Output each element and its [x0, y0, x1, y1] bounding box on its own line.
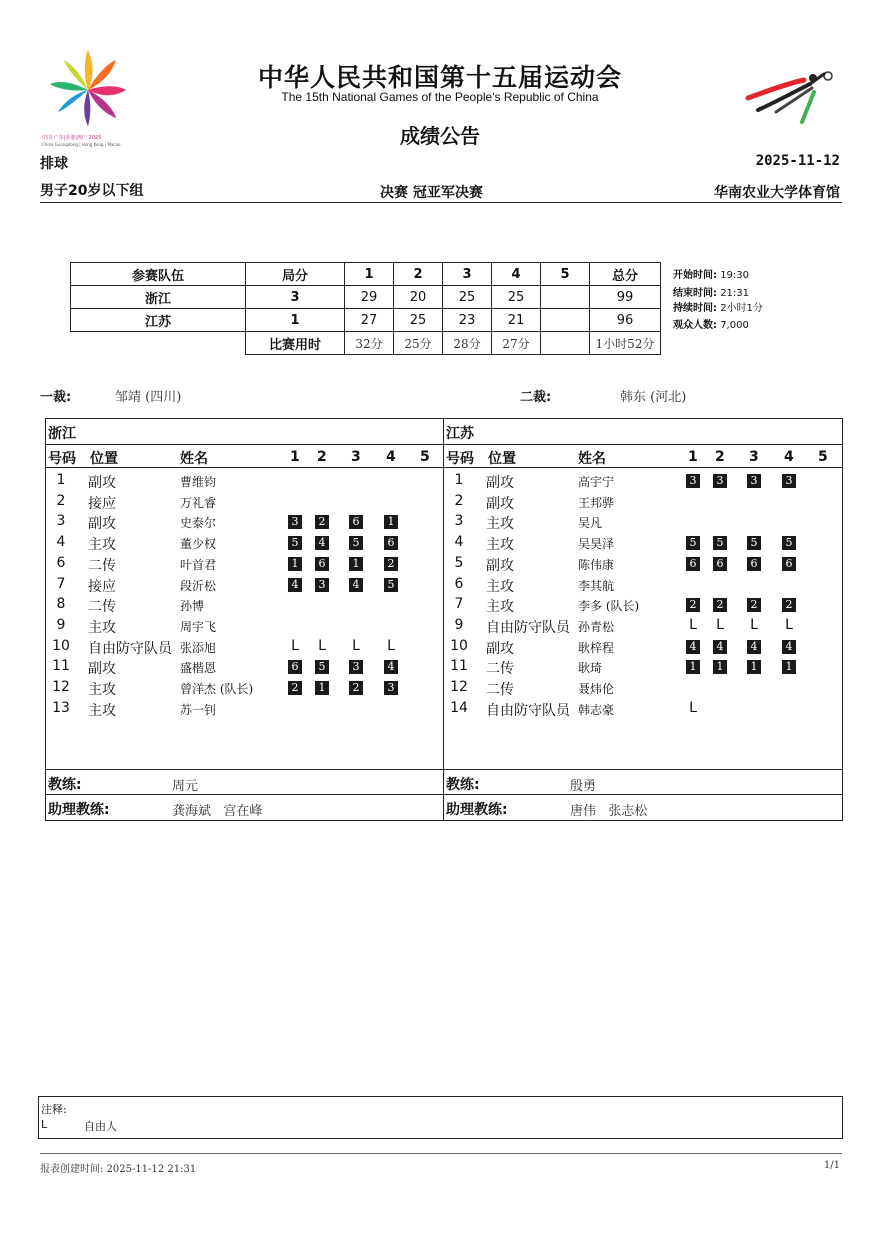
first-referee: 邹靖 (四川): [115, 390, 182, 405]
set-duration: [541, 332, 590, 355]
roster-header-set: 5: [420, 449, 430, 465]
notes-desc: 自由人: [84, 1120, 117, 1133]
roster-header-set: 1: [290, 449, 300, 465]
starting-position-badge: 2: [349, 681, 363, 695]
player-number: 3: [454, 513, 464, 530]
player-name: 耿梓程: [578, 640, 615, 655]
player-name: 史泰尔: [180, 516, 217, 531]
starting-position-badge: 6: [384, 536, 398, 550]
logo-subcaption: China Guangdong | Hong Kong | Macao: [42, 142, 121, 147]
set-score: 23: [443, 309, 492, 332]
age-group: 男子20岁以下组: [40, 183, 144, 199]
left-coach-label: 教练:: [48, 777, 82, 793]
notes-box: [38, 1096, 843, 1139]
score-header: 1: [345, 263, 394, 286]
set-score: [541, 286, 590, 309]
starting-position-badge: 3: [349, 660, 363, 674]
right-coach-label: 教练:: [446, 777, 480, 793]
starting-position-badge: 1: [349, 557, 363, 571]
player-position: 副攻: [486, 640, 514, 657]
roster-header-set: 2: [317, 449, 327, 465]
libero-marker: L: [716, 616, 724, 633]
player-number: 3: [56, 513, 66, 530]
sport-label: 排球: [40, 156, 68, 172]
starting-position-badge: 4: [686, 640, 700, 654]
roster-header-num: 号码: [446, 451, 474, 467]
right-assistant-label: 助理教练:: [446, 802, 508, 818]
roster-header-set: 5: [818, 449, 828, 465]
match-date: 2025-11-12: [755, 153, 840, 169]
starting-position-badge: 2: [782, 598, 796, 612]
total-duration: 1小时52分: [590, 332, 661, 355]
logo-caption: 中国·广东|香港|澳门 2025: [42, 135, 102, 141]
sets-won: 3: [246, 286, 345, 309]
notes-key: L: [41, 1118, 48, 1131]
score-header: 参赛队伍: [71, 263, 246, 286]
player-position: 二传: [88, 557, 116, 574]
player-position: 接应: [88, 495, 116, 512]
header-divider: [40, 202, 842, 203]
player-name: 高宇宁: [578, 475, 615, 489]
score-header-row: [71, 263, 661, 286]
player-number: 2: [454, 492, 464, 509]
score-table: [70, 262, 661, 355]
player-number: 11: [52, 658, 70, 675]
player-name: 盛楷恩: [180, 661, 217, 676]
player-name: 孙青松: [578, 619, 615, 634]
starting-position-badge: 3: [782, 474, 796, 488]
attendance: 观众人数: 7,000: [673, 320, 749, 331]
starting-position-badge: 5: [686, 536, 700, 550]
starting-position-badge: 1: [747, 660, 761, 674]
starting-position-badge: 3: [288, 515, 302, 529]
starting-position-badge: 6: [713, 557, 727, 571]
starting-position-badge: 4: [315, 536, 329, 550]
starting-position-badge: 2: [288, 681, 302, 695]
libero-marker: L: [318, 637, 326, 654]
player-number: 10: [450, 637, 468, 654]
set-score: 27: [345, 309, 394, 332]
player-number: 9: [56, 616, 66, 633]
roster-rule: [45, 467, 842, 468]
score-row: [71, 286, 661, 309]
start-time: 开始时间: 19:30: [673, 270, 750, 281]
set-score: 25: [443, 286, 492, 309]
second-referee-label: 二裁:: [520, 390, 552, 405]
starting-position-badge: 5: [288, 536, 302, 550]
player-number: 11: [450, 658, 468, 675]
player-number: 1: [56, 472, 66, 488]
set-score: 25: [492, 286, 541, 309]
starting-position-badge: 6: [315, 557, 329, 571]
player-number: 6: [56, 554, 66, 571]
player-position: 二传: [486, 661, 514, 678]
player-position: 副攻: [486, 475, 514, 491]
libero-marker: L: [689, 616, 697, 633]
player-position: 主攻: [88, 619, 116, 636]
roster-header-name: 姓名: [180, 451, 208, 467]
player-number: 4: [454, 534, 464, 551]
total-points: 99: [590, 286, 661, 309]
player-position: 主攻: [486, 537, 514, 554]
player-name: 叶首君: [180, 557, 217, 572]
duration-row: [71, 332, 661, 355]
player-number: 10: [52, 637, 70, 654]
right-team-name: 江苏: [446, 426, 474, 442]
player-number: 14: [450, 699, 468, 716]
set-duration: 27分: [492, 332, 541, 355]
player-number: 6: [454, 575, 464, 592]
player-position: 主攻: [88, 682, 116, 698]
starting-position-badge: 1: [315, 681, 329, 695]
player-number: 13: [52, 699, 70, 716]
starting-position-badge: 1: [782, 660, 796, 674]
starting-position-badge: 5: [713, 536, 727, 550]
starting-position-badge: 3: [686, 474, 700, 488]
games-title-cn: 中华人民共和国第十五届运动会: [257, 63, 622, 92]
player-number: 4: [56, 534, 66, 551]
player-name: 李其航: [578, 578, 615, 593]
player-name: 曾洋杰 (队长): [180, 682, 254, 696]
roster-rule: [45, 794, 842, 795]
starting-position-badge: 2: [384, 557, 398, 571]
starting-position-badge: 6: [349, 515, 363, 529]
starting-position-badge: 4: [349, 578, 363, 592]
sets-won: 1: [246, 309, 345, 332]
player-name: 韩志豪: [578, 702, 615, 717]
end-time: 结束时间: 21:31: [673, 288, 750, 299]
player-position: 副攻: [88, 475, 116, 491]
set-duration: 28分: [443, 332, 492, 355]
player-position: 主攻: [486, 516, 514, 533]
roster-header-set: 4: [784, 449, 794, 465]
starting-position-badge: 5: [747, 536, 761, 550]
footer-divider: [40, 1153, 842, 1154]
player-name: 段沂松: [180, 578, 217, 593]
notes-title: 注释:: [41, 1103, 67, 1116]
set-duration: 25分: [394, 332, 443, 355]
venue: 华南农业大学体育馆: [714, 185, 840, 201]
starting-position-badge: 4: [782, 640, 796, 654]
player-name: 万礼睿: [180, 495, 217, 510]
starting-position-badge: 4: [384, 660, 398, 674]
starting-position-badge: 6: [747, 557, 761, 571]
player-number: 7: [454, 596, 464, 613]
score-header: 局分: [246, 263, 345, 286]
libero-marker: L: [750, 616, 758, 633]
player-position: 主攻: [486, 578, 514, 595]
player-name: 曹维钧: [180, 475, 217, 489]
player-position: 自由防守队员: [88, 640, 172, 657]
player-number: 12: [450, 679, 468, 695]
roster-header-set: 3: [749, 449, 759, 465]
first-referee-label: 一裁:: [40, 390, 72, 405]
left-assistant-label: 助理教练:: [48, 802, 110, 818]
starting-position-badge: 2: [713, 598, 727, 612]
set-score: 29: [345, 286, 394, 309]
player-number: 9: [454, 616, 464, 633]
libero-marker: L: [352, 637, 360, 654]
score-header: 4: [492, 263, 541, 286]
player-position: 主攻: [88, 537, 116, 554]
score-row: [71, 309, 661, 332]
player-name: 孙博: [180, 599, 205, 614]
starting-position-badge: 2: [747, 598, 761, 612]
duration: 持续时间: 2小时1分: [673, 303, 763, 314]
total-points: 96: [590, 309, 661, 332]
starting-position-badge: 6: [782, 557, 796, 571]
libero-marker: L: [689, 699, 697, 716]
player-position: 主攻: [88, 702, 116, 719]
player-position: 接应: [88, 578, 116, 595]
right-assistant: 唐伟 张志松: [570, 804, 648, 819]
libero-marker: L: [387, 637, 395, 654]
starting-position-badge: 2: [315, 515, 329, 529]
roster-rule: [45, 769, 842, 770]
report-created: 报表创建时间: 2025-11-12 21:31: [40, 1164, 197, 1175]
starting-position-badge: 5: [349, 536, 363, 550]
player-name: 苏一钊: [180, 702, 217, 717]
starting-position-badge: 6: [686, 557, 700, 571]
player-number: 2: [56, 492, 66, 509]
player-number: 1: [454, 472, 464, 488]
roster-header-pos: 位置: [488, 451, 516, 467]
player-name: 吴凡: [578, 516, 603, 531]
player-name: 周宇飞: [180, 619, 217, 634]
player-name: 耿琦: [578, 661, 603, 676]
player-name: 陈伟康: [578, 557, 615, 572]
score-header: 总分: [590, 263, 661, 286]
starting-position-badge: 1: [713, 660, 727, 674]
starting-position-badge: 4: [713, 640, 727, 654]
roster-rule: [45, 444, 842, 445]
starting-position-badge: 5: [384, 578, 398, 592]
starting-position-badge: 3: [713, 474, 727, 488]
starting-position-badge: 2: [686, 598, 700, 612]
set-score: [541, 309, 590, 332]
left-team-name: 浙江: [48, 426, 76, 442]
set-score: 20: [394, 286, 443, 309]
roster-header-set: 4: [386, 449, 396, 465]
team-name: 江苏: [71, 309, 246, 332]
player-number: 8: [56, 596, 66, 613]
team-name: 浙江: [71, 286, 246, 309]
player-number: 12: [52, 679, 70, 695]
match-phase: 决赛 冠亚军决赛: [380, 185, 483, 201]
player-number: 5: [454, 554, 464, 571]
player-name: 董少权: [180, 537, 217, 552]
set-score: 25: [394, 309, 443, 332]
starting-position-badge: 5: [782, 536, 796, 550]
player-position: 二传: [88, 599, 116, 616]
roster-header-name: 姓名: [578, 451, 606, 467]
starting-position-badge: 1: [686, 660, 700, 674]
player-position: 二传: [486, 682, 514, 698]
starting-position-badge: 5: [315, 660, 329, 674]
player-name: 聂炜伦: [578, 682, 615, 696]
page-title: 成绩公告: [400, 124, 480, 148]
roster-header-num: 号码: [48, 451, 76, 467]
starting-position-badge: 4: [747, 640, 761, 654]
second-referee: 韩东 (河北): [620, 390, 687, 405]
player-position: 副攻: [88, 516, 116, 533]
player-position: 主攻: [486, 599, 514, 616]
player-name: 王邦骅: [578, 495, 615, 510]
starting-position-badge: 4: [288, 578, 302, 592]
roster-header-set: 2: [715, 449, 725, 465]
set-duration: 32分: [345, 332, 394, 355]
libero-marker: L: [291, 637, 299, 654]
player-name: 李多 (队长): [578, 599, 640, 614]
starting-position-badge: 1: [288, 557, 302, 571]
starting-position-badge: 6: [288, 660, 302, 674]
duration-label: 比赛用时: [246, 332, 345, 355]
left-coach: 周元: [172, 779, 199, 794]
games-title-en: The 15th National Games of the People's Republic of China: [281, 90, 599, 104]
player-position: 副攻: [486, 557, 514, 574]
roster-header-set: 3: [351, 449, 361, 465]
player-name: 张添旭: [180, 640, 217, 655]
right-coach: 殷勇: [570, 779, 597, 794]
score-header: 3: [443, 263, 492, 286]
score-header: 5: [541, 263, 590, 286]
starting-position-badge: 3: [384, 681, 398, 695]
player-name: 吴昊泽: [578, 537, 615, 552]
roster-header-pos: 位置: [90, 451, 118, 467]
player-number: 7: [56, 575, 66, 592]
set-score: 21: [492, 309, 541, 332]
player-position: 自由防守队员: [486, 619, 570, 636]
player-position: 自由防守队员: [486, 702, 570, 719]
page-number: 1/1: [823, 1160, 840, 1171]
player-position: 副攻: [486, 495, 514, 512]
score-header: 2: [394, 263, 443, 286]
starting-position-badge: 1: [384, 515, 398, 529]
libero-marker: L: [785, 616, 793, 633]
starting-position-badge: 3: [747, 474, 761, 488]
roster-header-set: 1: [688, 449, 698, 465]
player-position: 副攻: [88, 661, 116, 678]
left-assistant: 龚海斌 宫在峰: [172, 804, 263, 819]
starting-position-badge: 3: [315, 578, 329, 592]
